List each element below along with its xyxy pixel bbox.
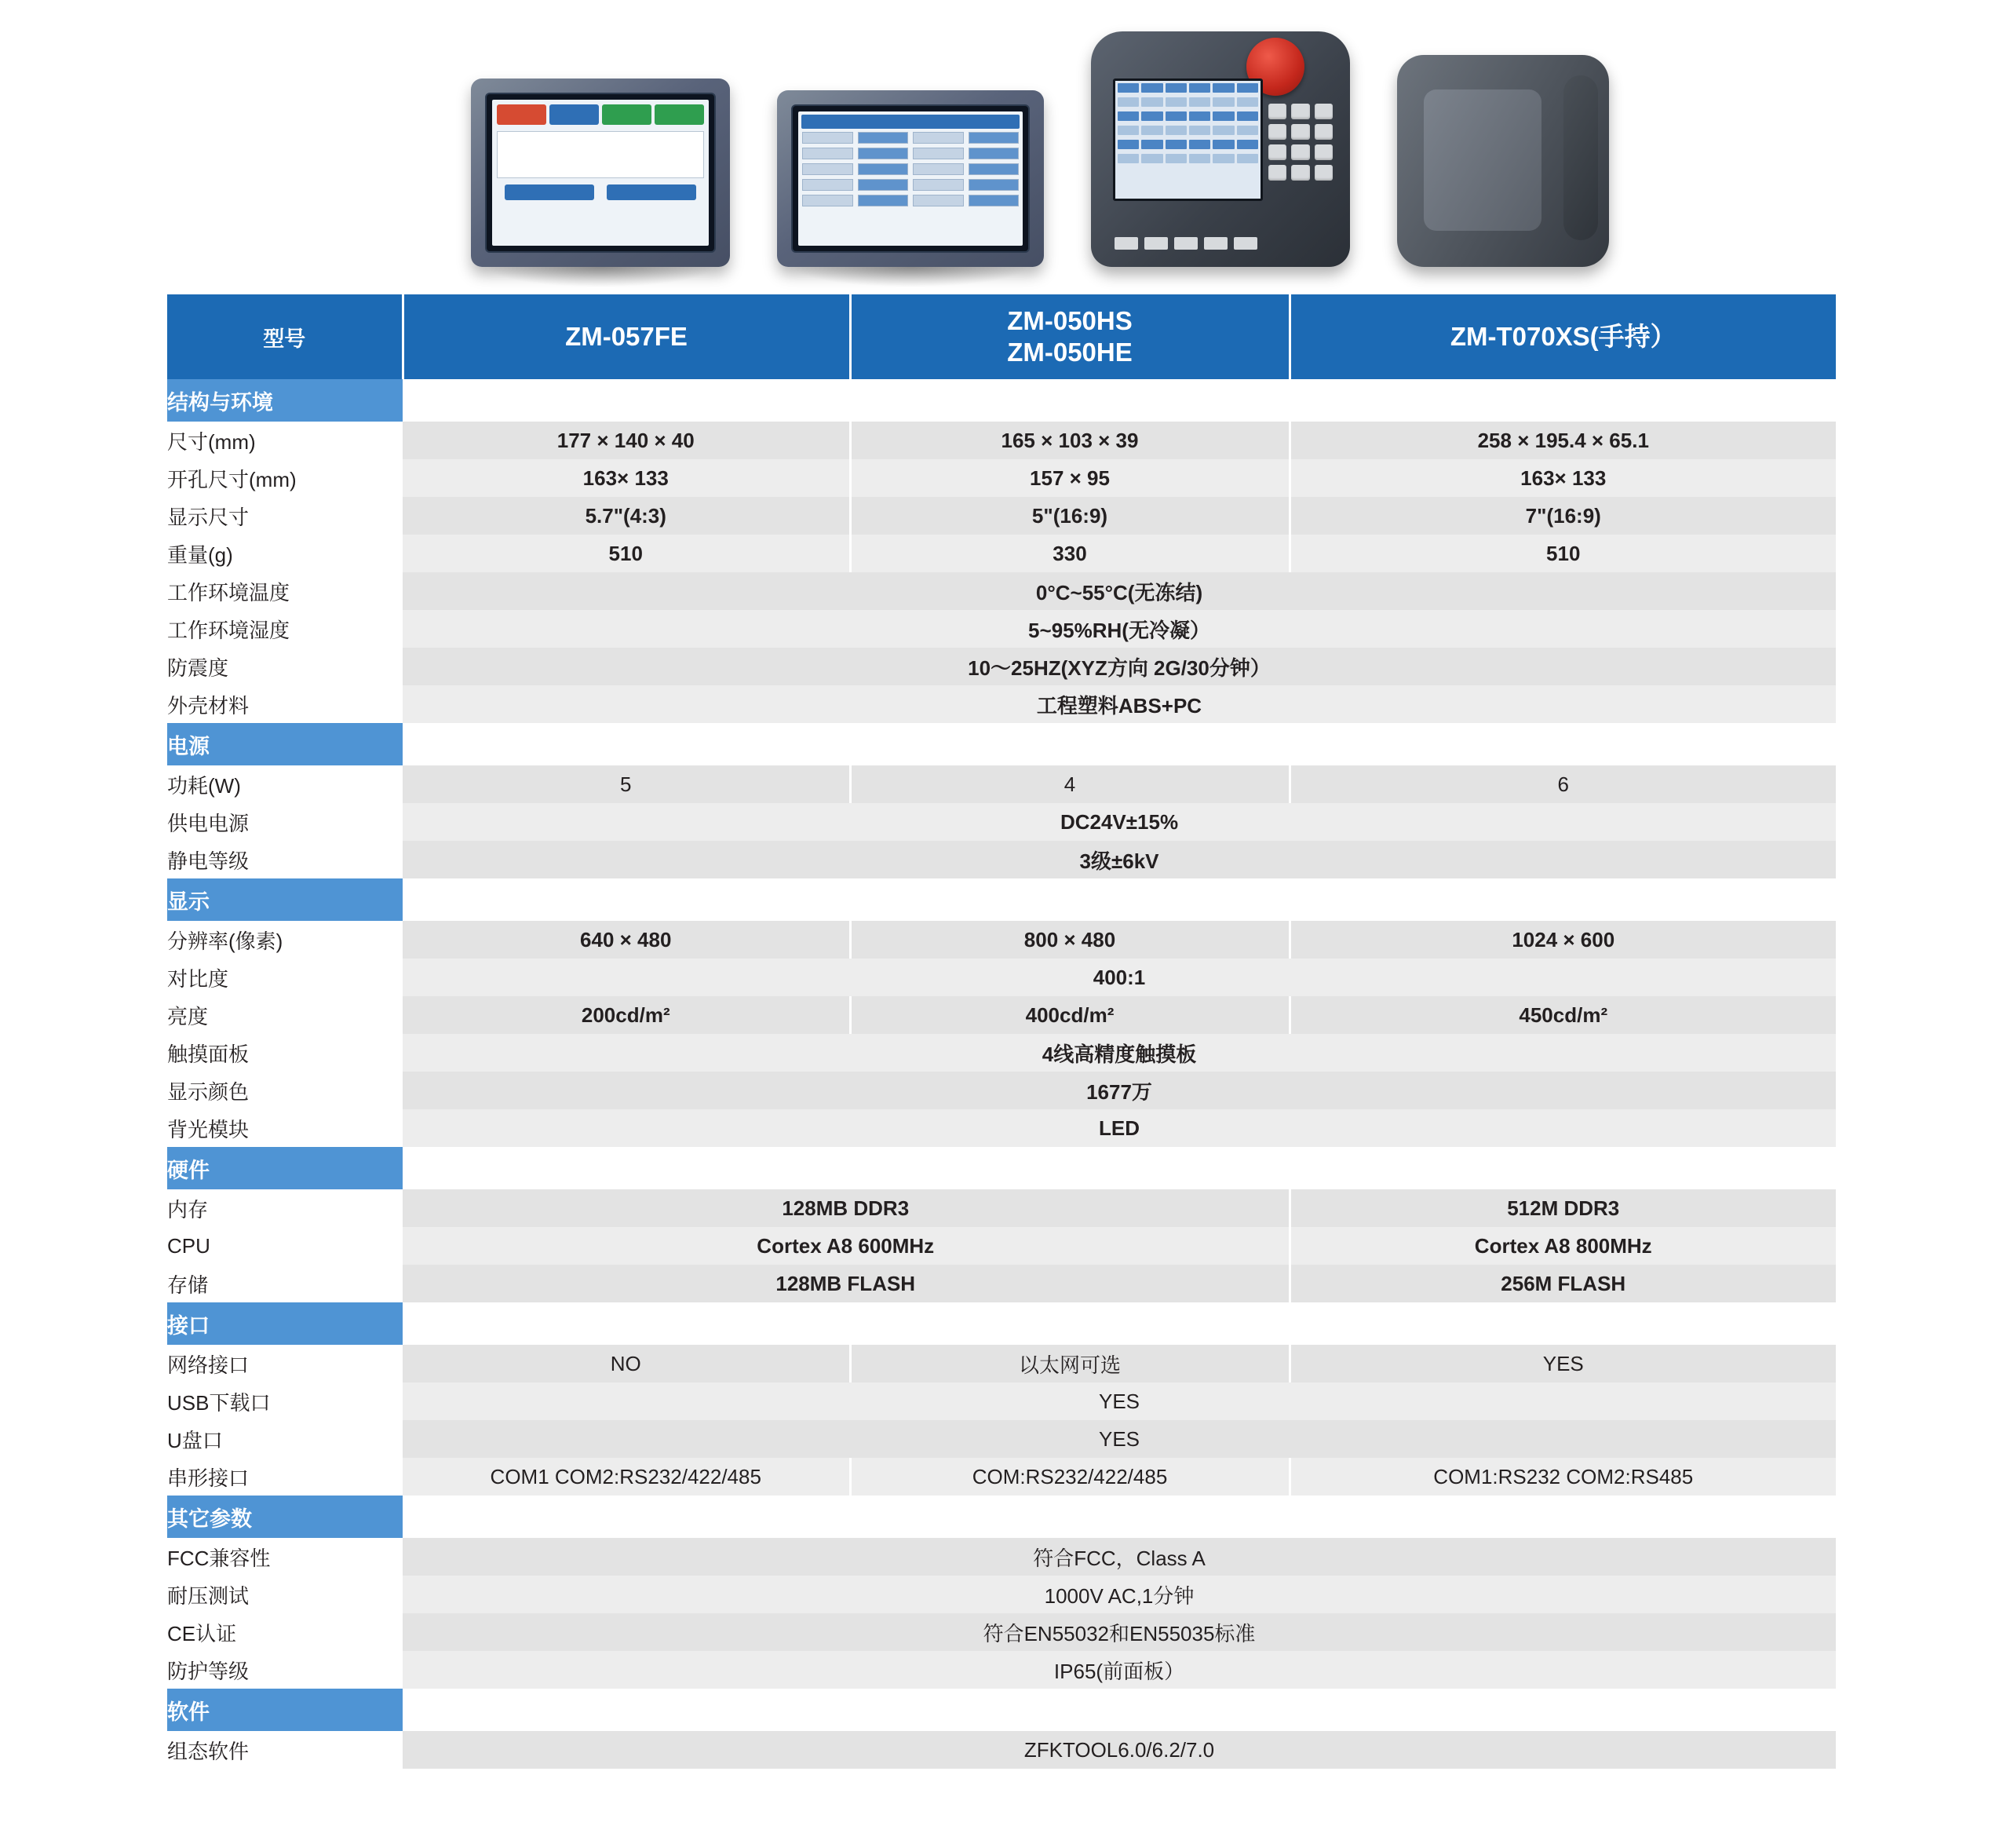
section-spacer: [403, 723, 1836, 765]
row-value: 163× 133: [403, 459, 850, 497]
row-value: 330: [850, 535, 1290, 572]
row-value: 400cd/m²: [850, 996, 1290, 1034]
table-section-row: [167, 878, 1836, 921]
row-value: 163× 133: [1290, 459, 1836, 497]
row-label: 功耗(W): [167, 765, 403, 803]
section-title: 接口: [167, 1302, 403, 1345]
row-value: COM1 COM2:RS232/422/485: [403, 1458, 850, 1496]
screen-row: [1115, 137, 1261, 152]
row-value: 5"(16:9): [850, 497, 1290, 535]
screen-column: [802, 132, 853, 210]
table-row: [167, 1034, 1836, 1072]
row-value: 1000V AC,1分钟: [403, 1576, 1836, 1613]
row-value: Cortex A8 800MHz: [1290, 1227, 1836, 1265]
table-row: [167, 803, 1836, 841]
row-value: 1677万: [403, 1072, 1836, 1109]
row-label: CPU: [167, 1227, 403, 1265]
row-label: 防护等级: [167, 1651, 403, 1689]
table-row: [167, 535, 1836, 572]
screen-button-row: [492, 100, 709, 125]
section-title: 硬件: [167, 1147, 403, 1189]
section-spacer: [403, 1302, 1836, 1345]
screen-row: [1115, 95, 1261, 109]
specification-table-body: [167, 294, 1836, 1769]
row-value: 6: [1290, 765, 1836, 803]
header-cell-model: ZM-057FE: [403, 294, 850, 379]
row-value: 128MB FLASH: [403, 1265, 1290, 1302]
row-value: 5: [403, 765, 850, 803]
screen-row: [1115, 152, 1261, 166]
hmi-body: [777, 90, 1044, 267]
row-value: COM:RS232/422/485: [850, 1458, 1290, 1496]
row-value: DC24V±15%: [403, 803, 1836, 841]
row-value: Cortex A8 600MHz: [403, 1227, 1290, 1265]
row-value: 10～25HZ(XYZ方向 2G/30分钟）: [403, 648, 1836, 685]
row-label: 重量(g): [167, 535, 403, 572]
row-label: 触摸面板: [167, 1034, 403, 1072]
row-value: 512M DDR3: [1290, 1189, 1836, 1227]
hmi-screen: [798, 111, 1023, 246]
row-value: 5~95%RH(无冷凝）: [403, 610, 1836, 648]
screen-column: [913, 132, 964, 210]
row-label: 亮度: [167, 996, 403, 1034]
row-label: 组态软件: [167, 1731, 403, 1769]
row-label: 防震度: [167, 648, 403, 685]
table-row: [167, 459, 1836, 497]
table-section-row: [167, 379, 1836, 422]
row-label: CE认证: [167, 1613, 403, 1651]
specification-table-wrap: [167, 294, 1836, 1769]
section-title: 结构与环境: [167, 379, 403, 422]
table-row: [167, 765, 1836, 803]
row-value: 5.7"(4:3): [403, 497, 850, 535]
table-row: [167, 422, 1836, 459]
product-zm-t070xs-front: [1091, 31, 1350, 267]
row-value: 450cd/m²: [1290, 996, 1836, 1034]
row-label: 供电电源: [167, 803, 403, 841]
row-value: 4: [850, 765, 1290, 803]
section-spacer: [403, 1147, 1836, 1189]
row-value: 256M FLASH: [1290, 1265, 1836, 1302]
hmi-bezel: [485, 93, 716, 253]
row-value: 符合FCC，Class A: [403, 1538, 1836, 1576]
row-label: FCC兼容性: [167, 1538, 403, 1576]
row-label: 分辨率(像素): [167, 921, 403, 959]
row-label: 存储: [167, 1265, 403, 1302]
row-value: NO: [403, 1345, 850, 1382]
table-row: [167, 1613, 1836, 1651]
table-row: [167, 1345, 1836, 1382]
product-zm-t070xs-back: [1397, 55, 1609, 267]
screen-row: [1115, 123, 1261, 137]
row-value: 3级±6kV: [403, 841, 1836, 878]
row-label: 串形接口: [167, 1458, 403, 1496]
table-row: [167, 1072, 1836, 1109]
table-section-row: [167, 1302, 1836, 1345]
table-section-row: [167, 1147, 1836, 1189]
table-header-row: [167, 294, 1836, 379]
table-row: [167, 648, 1836, 685]
row-value: 510: [1290, 535, 1836, 572]
table-row: [167, 1189, 1836, 1227]
row-value: 258 × 195.4 × 65.1: [1290, 422, 1836, 459]
table-row: [167, 1382, 1836, 1420]
handheld-rear-shell: [1397, 55, 1609, 267]
table-row: [167, 610, 1836, 648]
hmi-body: [471, 79, 730, 267]
section-spacer: [403, 379, 1836, 422]
row-value: YES: [403, 1382, 1836, 1420]
row-label: 工作环境温度: [167, 572, 403, 610]
table-row: [167, 497, 1836, 535]
row-value: 400:1: [403, 959, 1836, 996]
row-label: U盘口: [167, 1420, 403, 1458]
table-row: [167, 959, 1836, 996]
section-title: 显示: [167, 878, 403, 921]
hmi-screen: [492, 100, 709, 246]
row-value: LED: [403, 1109, 1836, 1147]
table-row: [167, 685, 1836, 723]
row-value: 1024 × 600: [1290, 921, 1836, 959]
screen-content-area: [497, 131, 704, 178]
row-label: USB下载口: [167, 1382, 403, 1420]
function-key-row: [1115, 237, 1257, 250]
table-row: [167, 1458, 1836, 1496]
row-value: 165 × 103 × 39: [850, 422, 1290, 459]
row-value: 以太网可选: [850, 1345, 1290, 1382]
table-row: [167, 921, 1836, 959]
row-value: 640 × 480: [403, 921, 850, 959]
row-value: 200cd/m²: [403, 996, 850, 1034]
row-label: 开孔尺寸(mm): [167, 459, 403, 497]
table-section-row: [167, 723, 1836, 765]
row-value: 177 × 140 × 40: [403, 422, 850, 459]
table-row: [167, 1227, 1836, 1265]
row-label: 显示尺寸: [167, 497, 403, 535]
screen-action-row: [492, 184, 709, 200]
row-label: 尺寸(mm): [167, 422, 403, 459]
screen-column: [858, 132, 909, 210]
row-value: YES: [1290, 1345, 1836, 1382]
row-label: 对比度: [167, 959, 403, 996]
row-label: 网络接口: [167, 1345, 403, 1382]
screen-column: [969, 132, 1020, 210]
product-image-strip: [471, 8, 1805, 267]
screen-title-bar: [801, 115, 1020, 129]
row-value: 157 × 95: [850, 459, 1290, 497]
screen-row: [1115, 81, 1261, 95]
row-value: 4线高精度触摸板: [403, 1034, 1836, 1072]
header-cell-model: ZM-T070XS(手持）: [1290, 294, 1836, 379]
header-cell-label: 型号: [167, 294, 403, 379]
row-label: 耐压测试: [167, 1576, 403, 1613]
row-label: 显示颜色: [167, 1072, 403, 1109]
section-spacer: [403, 1689, 1836, 1731]
screen-row: [1115, 109, 1261, 123]
row-value: IP65(前面板）: [403, 1651, 1836, 1689]
row-label: 静电等级: [167, 841, 403, 878]
specification-table: [167, 294, 1836, 1769]
table-row: [167, 996, 1836, 1034]
product-zm-057fe: [471, 79, 730, 267]
handheld-body: [1091, 31, 1350, 267]
row-value: 7"(16:9): [1290, 497, 1836, 535]
section-spacer: [403, 1496, 1836, 1538]
table-row: [167, 841, 1836, 878]
keypad: [1268, 104, 1333, 181]
row-label: 背光模块: [167, 1109, 403, 1147]
section-title: 软件: [167, 1689, 403, 1731]
row-value: 符合EN55032和EN55035标准: [403, 1613, 1836, 1651]
row-label: 内存: [167, 1189, 403, 1227]
row-value: YES: [403, 1420, 1836, 1458]
section-title: 电源: [167, 723, 403, 765]
row-value: 128MB DDR3: [403, 1189, 1290, 1227]
row-value: 工程塑料ABS+PC: [403, 685, 1836, 723]
header-cell-model: ZM-050HS ZM-050HE: [850, 294, 1290, 379]
row-value: 510: [403, 535, 850, 572]
section-title: 其它参数: [167, 1496, 403, 1538]
row-value: 0°C~55°C(无冻结): [403, 572, 1836, 610]
table-row: [167, 1420, 1836, 1458]
row-label: 工作环境湿度: [167, 610, 403, 648]
table-row: [167, 1731, 1836, 1769]
screen-content-area: [798, 132, 1023, 210]
handheld-screen: [1113, 79, 1263, 201]
hmi-bezel: [791, 104, 1030, 253]
row-label: 外壳材料: [167, 685, 403, 723]
table-row: [167, 1109, 1836, 1147]
table-section-row: [167, 1496, 1836, 1538]
row-value: 800 × 480: [850, 921, 1290, 959]
table-row: [167, 1651, 1836, 1689]
table-section-row: [167, 1689, 1836, 1731]
section-spacer: [403, 878, 1836, 921]
product-zm-050hs: [777, 90, 1044, 267]
table-row: [167, 1538, 1836, 1576]
row-value: COM1:RS232 COM2:RS485: [1290, 1458, 1836, 1496]
table-row: [167, 1265, 1836, 1302]
table-row: [167, 1576, 1836, 1613]
row-value: ZFKTOOL6.0/6.2/7.0: [403, 1731, 1836, 1769]
table-row: [167, 572, 1836, 610]
